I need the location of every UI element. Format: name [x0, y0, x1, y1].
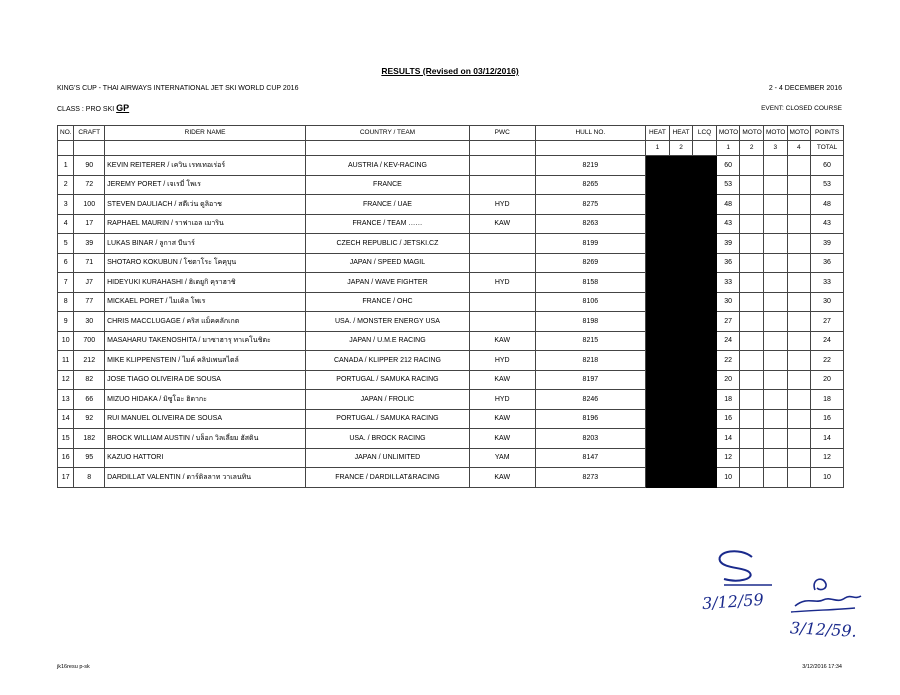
cell-total: 43 [811, 214, 844, 234]
col-moto3: MOTO [763, 126, 787, 141]
cell-moto1: 36 [716, 253, 740, 273]
cell-lcq [693, 273, 717, 293]
cell-country: FRANCE [305, 175, 469, 195]
cell-moto1: 30 [716, 292, 740, 312]
cell-rider: KEVIN REITERER / เควิน เรทเทอเร่อร์ [105, 156, 306, 176]
table-row [58, 273, 844, 293]
table-row [58, 292, 844, 312]
cell-moto3 [763, 429, 787, 449]
cell-moto3 [763, 448, 787, 468]
cell-moto2 [740, 351, 764, 371]
cell-total: 33 [811, 273, 844, 293]
cell-country: PORTUGAL / SAMUKA RACING [305, 370, 469, 390]
cell-hull: 8198 [535, 312, 646, 332]
cell-hull: 8275 [535, 195, 646, 215]
cell-total: 60 [811, 156, 844, 176]
cell-total: 18 [811, 390, 844, 410]
cell-total: 12 [811, 448, 844, 468]
cell-hull: 8263 [535, 214, 646, 234]
cell-heat1 [646, 370, 670, 390]
cell-moto4 [787, 331, 811, 351]
cell-heat1 [646, 234, 670, 254]
cell-moto2 [740, 409, 764, 429]
cell-no: 3 [58, 195, 74, 215]
cell-moto3 [763, 312, 787, 332]
cell-country: PORTUGAL / SAMUKA RACING [305, 409, 469, 429]
cell-heat2 [669, 331, 693, 351]
table-row [58, 468, 844, 488]
cell-moto2 [740, 234, 764, 254]
cell-moto2 [740, 390, 764, 410]
signature-2-date: 3/12/59. [789, 618, 858, 641]
col-craft: CRAFT [74, 126, 105, 141]
cell-moto1: 18 [716, 390, 740, 410]
cell-craft: 95 [74, 448, 105, 468]
sub-heat2: 2 [669, 141, 693, 156]
cell-no: 2 [58, 175, 74, 195]
results-table [57, 125, 844, 488]
footer-file-ref: jk16resu p-sk [57, 664, 90, 670]
cell-pwc [469, 312, 535, 332]
cell-moto1: 12 [716, 448, 740, 468]
cell-heat1 [646, 156, 670, 176]
cell-moto3 [763, 214, 787, 234]
cell-heat2 [669, 156, 693, 176]
cell-moto4 [787, 429, 811, 449]
cell-moto3 [763, 234, 787, 254]
cell-country: JAPAN / SPEED MAGIL [305, 253, 469, 273]
cell-hull: 8269 [535, 253, 646, 273]
cell-moto2 [740, 331, 764, 351]
cell-lcq [693, 214, 717, 234]
event-dates: 2 - 4 DECEMBER 2016 [768, 85, 842, 92]
cell-heat2 [669, 448, 693, 468]
cell-heat1 [646, 468, 670, 488]
cell-heat2 [669, 234, 693, 254]
cell-no: 11 [58, 351, 74, 371]
cell-heat2 [669, 370, 693, 390]
cell-heat2 [669, 195, 693, 215]
cell-country: AUSTRIA / KEV-RACING [305, 156, 469, 176]
cell-no: 9 [58, 312, 74, 332]
cell-moto4 [787, 253, 811, 273]
table-row [58, 175, 844, 195]
cell-moto3 [763, 351, 787, 371]
cell-lcq [693, 175, 717, 195]
cell-rider: HIDEYUKI KURAHASHI / ฮิเดยูกิ คุราฮาชิ [105, 273, 306, 293]
col-heat2: HEAT [669, 126, 693, 141]
cell-pwc: KAW [469, 409, 535, 429]
cell-heat2 [669, 409, 693, 429]
col-rider: RIDER NAME [105, 126, 306, 141]
table-row [58, 370, 844, 390]
cell-total: 22 [811, 351, 844, 371]
cell-pwc [469, 156, 535, 176]
cell-heat1 [646, 448, 670, 468]
cell-moto4 [787, 468, 811, 488]
cell-craft: 700 [74, 331, 105, 351]
table-row [58, 195, 844, 215]
cell-moto1: 27 [716, 312, 740, 332]
sub-heat1: 1 [646, 141, 670, 156]
cell-moto1: 53 [716, 175, 740, 195]
cell-heat1 [646, 175, 670, 195]
table-row [58, 409, 844, 429]
cell-craft: 39 [74, 234, 105, 254]
cell-pwc: YAM [469, 448, 535, 468]
cell-pwc [469, 253, 535, 273]
cell-heat1 [646, 331, 670, 351]
cell-heat2 [669, 214, 693, 234]
cell-no: 6 [58, 253, 74, 273]
cell-moto1: 10 [716, 468, 740, 488]
cell-moto4 [787, 175, 811, 195]
cell-craft: 212 [74, 351, 105, 371]
table-row [58, 351, 844, 371]
cell-country: CZECH REPUBLIC / JETSKI.CZ [305, 234, 469, 254]
cell-pwc: KAW [469, 331, 535, 351]
table-row [58, 312, 844, 332]
sub-empty [74, 141, 105, 156]
cell-heat1 [646, 409, 670, 429]
cell-moto3 [763, 195, 787, 215]
cell-moto3 [763, 273, 787, 293]
cell-moto3 [763, 156, 787, 176]
cell-heat1 [646, 351, 670, 371]
cell-craft: 92 [74, 409, 105, 429]
cell-moto2 [740, 195, 764, 215]
sub-empty [469, 141, 535, 156]
cell-no: 1 [58, 156, 74, 176]
cell-heat1 [646, 429, 670, 449]
table-row [58, 214, 844, 234]
cell-lcq [693, 409, 717, 429]
cell-rider: MIKE KLIPPENSTEIN / ไมค์ คลิปเพนสไตล์ [105, 351, 306, 371]
cell-rider: MASAHARU TAKENOSHITA / มาซาฮารุ ทาเคโนชิตะ [105, 331, 306, 351]
cell-hull: 8147 [535, 448, 646, 468]
cell-hull: 8199 [535, 234, 646, 254]
cell-total: 48 [811, 195, 844, 215]
cell-total: 27 [811, 312, 844, 332]
cell-lcq [693, 390, 717, 410]
cell-moto4 [787, 370, 811, 390]
cell-no: 5 [58, 234, 74, 254]
cell-heat2 [669, 175, 693, 195]
cell-heat2 [669, 292, 693, 312]
cell-country: FRANCE / TEAM …… [305, 214, 469, 234]
header-row-1 [58, 126, 844, 141]
cell-craft: J7 [74, 273, 105, 293]
col-heat1: HEAT [646, 126, 670, 141]
cell-total: 14 [811, 429, 844, 449]
cell-lcq [693, 234, 717, 254]
sub-moto2: 2 [740, 141, 764, 156]
cell-total: 30 [811, 292, 844, 312]
cell-moto4 [787, 312, 811, 332]
cell-moto1: 48 [716, 195, 740, 215]
cell-pwc: KAW [469, 214, 535, 234]
cell-rider: CHRIS MACCLUGAGE / คริส แม็คคลักเกต [105, 312, 306, 332]
col-points: POINTS [811, 126, 844, 141]
cell-lcq [693, 156, 717, 176]
cell-moto4 [787, 195, 811, 215]
cell-heat2 [669, 273, 693, 293]
sub-moto3: 3 [763, 141, 787, 156]
cell-hull: 8215 [535, 331, 646, 351]
cell-heat1 [646, 312, 670, 332]
cell-moto4 [787, 273, 811, 293]
footer-timestamp: 3/12/2016 17:34 [802, 664, 842, 670]
cell-moto2 [740, 312, 764, 332]
cell-heat2 [669, 468, 693, 488]
cell-heat1 [646, 195, 670, 215]
cell-craft: 90 [74, 156, 105, 176]
cell-lcq [693, 370, 717, 390]
cell-rider: LUKAS BINAR / ลูกาส บีนาร์ [105, 234, 306, 254]
cell-hull: 8219 [535, 156, 646, 176]
cell-rider: BROCK WILLIAM AUSTIN / บล็อก วิลเลี่ยม ฮัสติน [105, 429, 306, 449]
cell-rider: MIZUO HIDAKA / มิซูโอะ ฮิดากะ [105, 390, 306, 410]
cell-rider: JOSE TIAGO OLIVEIRA DE SOUSA [105, 370, 306, 390]
cell-craft: 100 [74, 195, 105, 215]
cell-heat2 [669, 390, 693, 410]
cell-heat2 [669, 351, 693, 371]
cell-moto1: 43 [716, 214, 740, 234]
cell-moto3 [763, 390, 787, 410]
sub-empty [58, 141, 74, 156]
cell-lcq [693, 253, 717, 273]
cell-rider: STEVEN DAULIACH / สตีเว่น ดูลิอาช [105, 195, 306, 215]
cell-moto4 [787, 234, 811, 254]
cell-no: 12 [58, 370, 74, 390]
cell-pwc: KAW [469, 429, 535, 449]
cell-pwc [469, 234, 535, 254]
cell-moto4 [787, 156, 811, 176]
cell-pwc: HYD [469, 273, 535, 293]
sub-empty [535, 141, 646, 156]
cell-moto1: 24 [716, 331, 740, 351]
cell-no: 17 [58, 468, 74, 488]
sub-moto1: 1 [716, 141, 740, 156]
sub-total: TOTAL [811, 141, 844, 156]
cell-country: USA. / MONSTER ENERGY USA [305, 312, 469, 332]
cell-country: FRANCE / UAE [305, 195, 469, 215]
cell-moto3 [763, 409, 787, 429]
cell-moto2 [740, 468, 764, 488]
cell-pwc: HYD [469, 195, 535, 215]
cell-craft: 71 [74, 253, 105, 273]
cell-moto1: 22 [716, 351, 740, 371]
cell-no: 14 [58, 409, 74, 429]
cell-heat2 [669, 312, 693, 332]
class-line [57, 103, 129, 113]
event-name: KING'S CUP - THAI AIRWAYS INTERNATIONAL JET SKI WORLD CUP 2016 [57, 85, 299, 92]
cell-pwc: HYD [469, 390, 535, 410]
cell-total: 20 [811, 370, 844, 390]
cell-lcq [693, 468, 717, 488]
cell-moto4 [787, 351, 811, 371]
cell-country: JAPAN / U.M.E RACING [305, 331, 469, 351]
col-moto2: MOTO [740, 126, 764, 141]
cell-craft: 77 [74, 292, 105, 312]
cell-moto4 [787, 448, 811, 468]
cell-total: 36 [811, 253, 844, 273]
cell-pwc [469, 292, 535, 312]
cell-lcq [693, 351, 717, 371]
col-moto4: MOTO [787, 126, 811, 141]
cell-moto1: 14 [716, 429, 740, 449]
cell-moto1: 60 [716, 156, 740, 176]
cell-pwc: HYD [469, 351, 535, 371]
cell-country: FRANCE / DARDILLAT&RACING [305, 468, 469, 488]
cell-hull: 8246 [535, 390, 646, 410]
cell-moto3 [763, 331, 787, 351]
cell-craft: 8 [74, 468, 105, 488]
results-title: RESULTS (Revised on 03/12/2016) [381, 66, 519, 76]
cell-craft: 72 [74, 175, 105, 195]
cell-no: 15 [58, 429, 74, 449]
cell-total: 10 [811, 468, 844, 488]
cell-moto3 [763, 253, 787, 273]
table-row [58, 390, 844, 410]
cell-hull: 8265 [535, 175, 646, 195]
cell-heat1 [646, 273, 670, 293]
cell-lcq [693, 331, 717, 351]
cell-country: FRANCE / OHC [305, 292, 469, 312]
cell-lcq [693, 429, 717, 449]
cell-rider: MICKAEL PORET / ไมเคิล โพเร [105, 292, 306, 312]
cell-craft: 182 [74, 429, 105, 449]
col-country: COUNTRY / TEAM [305, 126, 469, 141]
cell-moto3 [763, 175, 787, 195]
cell-heat1 [646, 390, 670, 410]
cell-total: 16 [811, 409, 844, 429]
signature-1 [700, 545, 780, 625]
sub-empty [693, 141, 717, 156]
cell-hull: 8158 [535, 273, 646, 293]
cell-moto1: 33 [716, 273, 740, 293]
sub-empty [105, 141, 306, 156]
col-pwc: PWC [469, 126, 535, 141]
cell-craft: 30 [74, 312, 105, 332]
cell-craft: 17 [74, 214, 105, 234]
cell-lcq [693, 195, 717, 215]
cell-country: JAPAN / WAVE FIGHTER [305, 273, 469, 293]
cell-no: 13 [58, 390, 74, 410]
cell-moto2 [740, 273, 764, 293]
cell-moto1: 39 [716, 234, 740, 254]
cell-moto4 [787, 409, 811, 429]
table-row [58, 156, 844, 176]
cell-moto3 [763, 292, 787, 312]
cell-moto2 [740, 429, 764, 449]
cell-craft: 66 [74, 390, 105, 410]
cell-rider: RUI MANUEL OLIVEIRA DE SOUSA [105, 409, 306, 429]
cell-heat1 [646, 214, 670, 234]
cell-no: 4 [58, 214, 74, 234]
cell-hull: 8218 [535, 351, 646, 371]
signature-2 [785, 574, 870, 619]
cell-heat1 [646, 292, 670, 312]
cell-moto2 [740, 175, 764, 195]
class-label: CLASS : PRO SKI [57, 106, 117, 113]
cell-total: 24 [811, 331, 844, 351]
cell-rider: DARDILLAT VALENTIN / ดาร์ดิลลาท วาเลนทิน [105, 468, 306, 488]
table-row [58, 448, 844, 468]
cell-country: JAPAN / FROLIC [305, 390, 469, 410]
cell-moto1: 16 [716, 409, 740, 429]
cell-country: USA. / BROCK RACING [305, 429, 469, 449]
signature-1-date: 3/12/59 [701, 589, 765, 614]
cell-craft: 82 [74, 370, 105, 390]
cell-hull: 8106 [535, 292, 646, 312]
cell-moto2 [740, 253, 764, 273]
cell-hull: 8197 [535, 370, 646, 390]
cell-heat2 [669, 429, 693, 449]
cell-lcq [693, 312, 717, 332]
cell-moto2 [740, 214, 764, 234]
cell-rider: SHOTARO KOKUBUN / โชตาโระ โคคุบุน [105, 253, 306, 273]
cell-total: 39 [811, 234, 844, 254]
cell-total: 53 [811, 175, 844, 195]
cell-no: 16 [58, 448, 74, 468]
sub-empty [305, 141, 469, 156]
cell-moto4 [787, 292, 811, 312]
cell-lcq [693, 292, 717, 312]
sub-moto4: 4 [787, 141, 811, 156]
table-row [58, 234, 844, 254]
col-no: NO. [58, 126, 74, 141]
cell-country: CANADA / KLIPPER 212 RACING [305, 351, 469, 371]
cell-moto2 [740, 156, 764, 176]
cell-pwc [469, 175, 535, 195]
event-type: EVENT: CLOSED COURSE [761, 105, 842, 112]
cell-pwc: KAW [469, 468, 535, 488]
cell-heat1 [646, 253, 670, 273]
cell-pwc: KAW [469, 370, 535, 390]
cell-moto3 [763, 468, 787, 488]
table-row [58, 331, 844, 351]
cell-hull: 8203 [535, 429, 646, 449]
cell-rider: RAPHAEL MAURIN / ราฟาเอล เมาริน [105, 214, 306, 234]
cell-moto4 [787, 390, 811, 410]
cell-hull: 8273 [535, 468, 646, 488]
cell-rider: KAZUO HATTORI [105, 448, 306, 468]
col-hull: HULL NO. [535, 126, 646, 141]
class-value: GP [116, 103, 130, 113]
cell-heat2 [669, 253, 693, 273]
cell-moto2 [740, 370, 764, 390]
cell-moto3 [763, 370, 787, 390]
cell-country: JAPAN / UNLIMITED [305, 448, 469, 468]
col-moto1: MOTO [716, 126, 740, 141]
cell-moto2 [740, 292, 764, 312]
cell-no: 10 [58, 331, 74, 351]
header-row-2 [58, 141, 844, 156]
cell-hull: 8196 [535, 409, 646, 429]
table-row [58, 253, 844, 273]
cell-no: 7 [58, 273, 74, 293]
cell-lcq [693, 448, 717, 468]
cell-no: 8 [58, 292, 74, 312]
cell-moto2 [740, 448, 764, 468]
col-lcq: LCQ [693, 126, 717, 141]
cell-moto1: 20 [716, 370, 740, 390]
cell-rider: JEREMY PORET / เจเรมี่ โพเร [105, 175, 306, 195]
cell-moto4 [787, 214, 811, 234]
table-row [58, 429, 844, 449]
